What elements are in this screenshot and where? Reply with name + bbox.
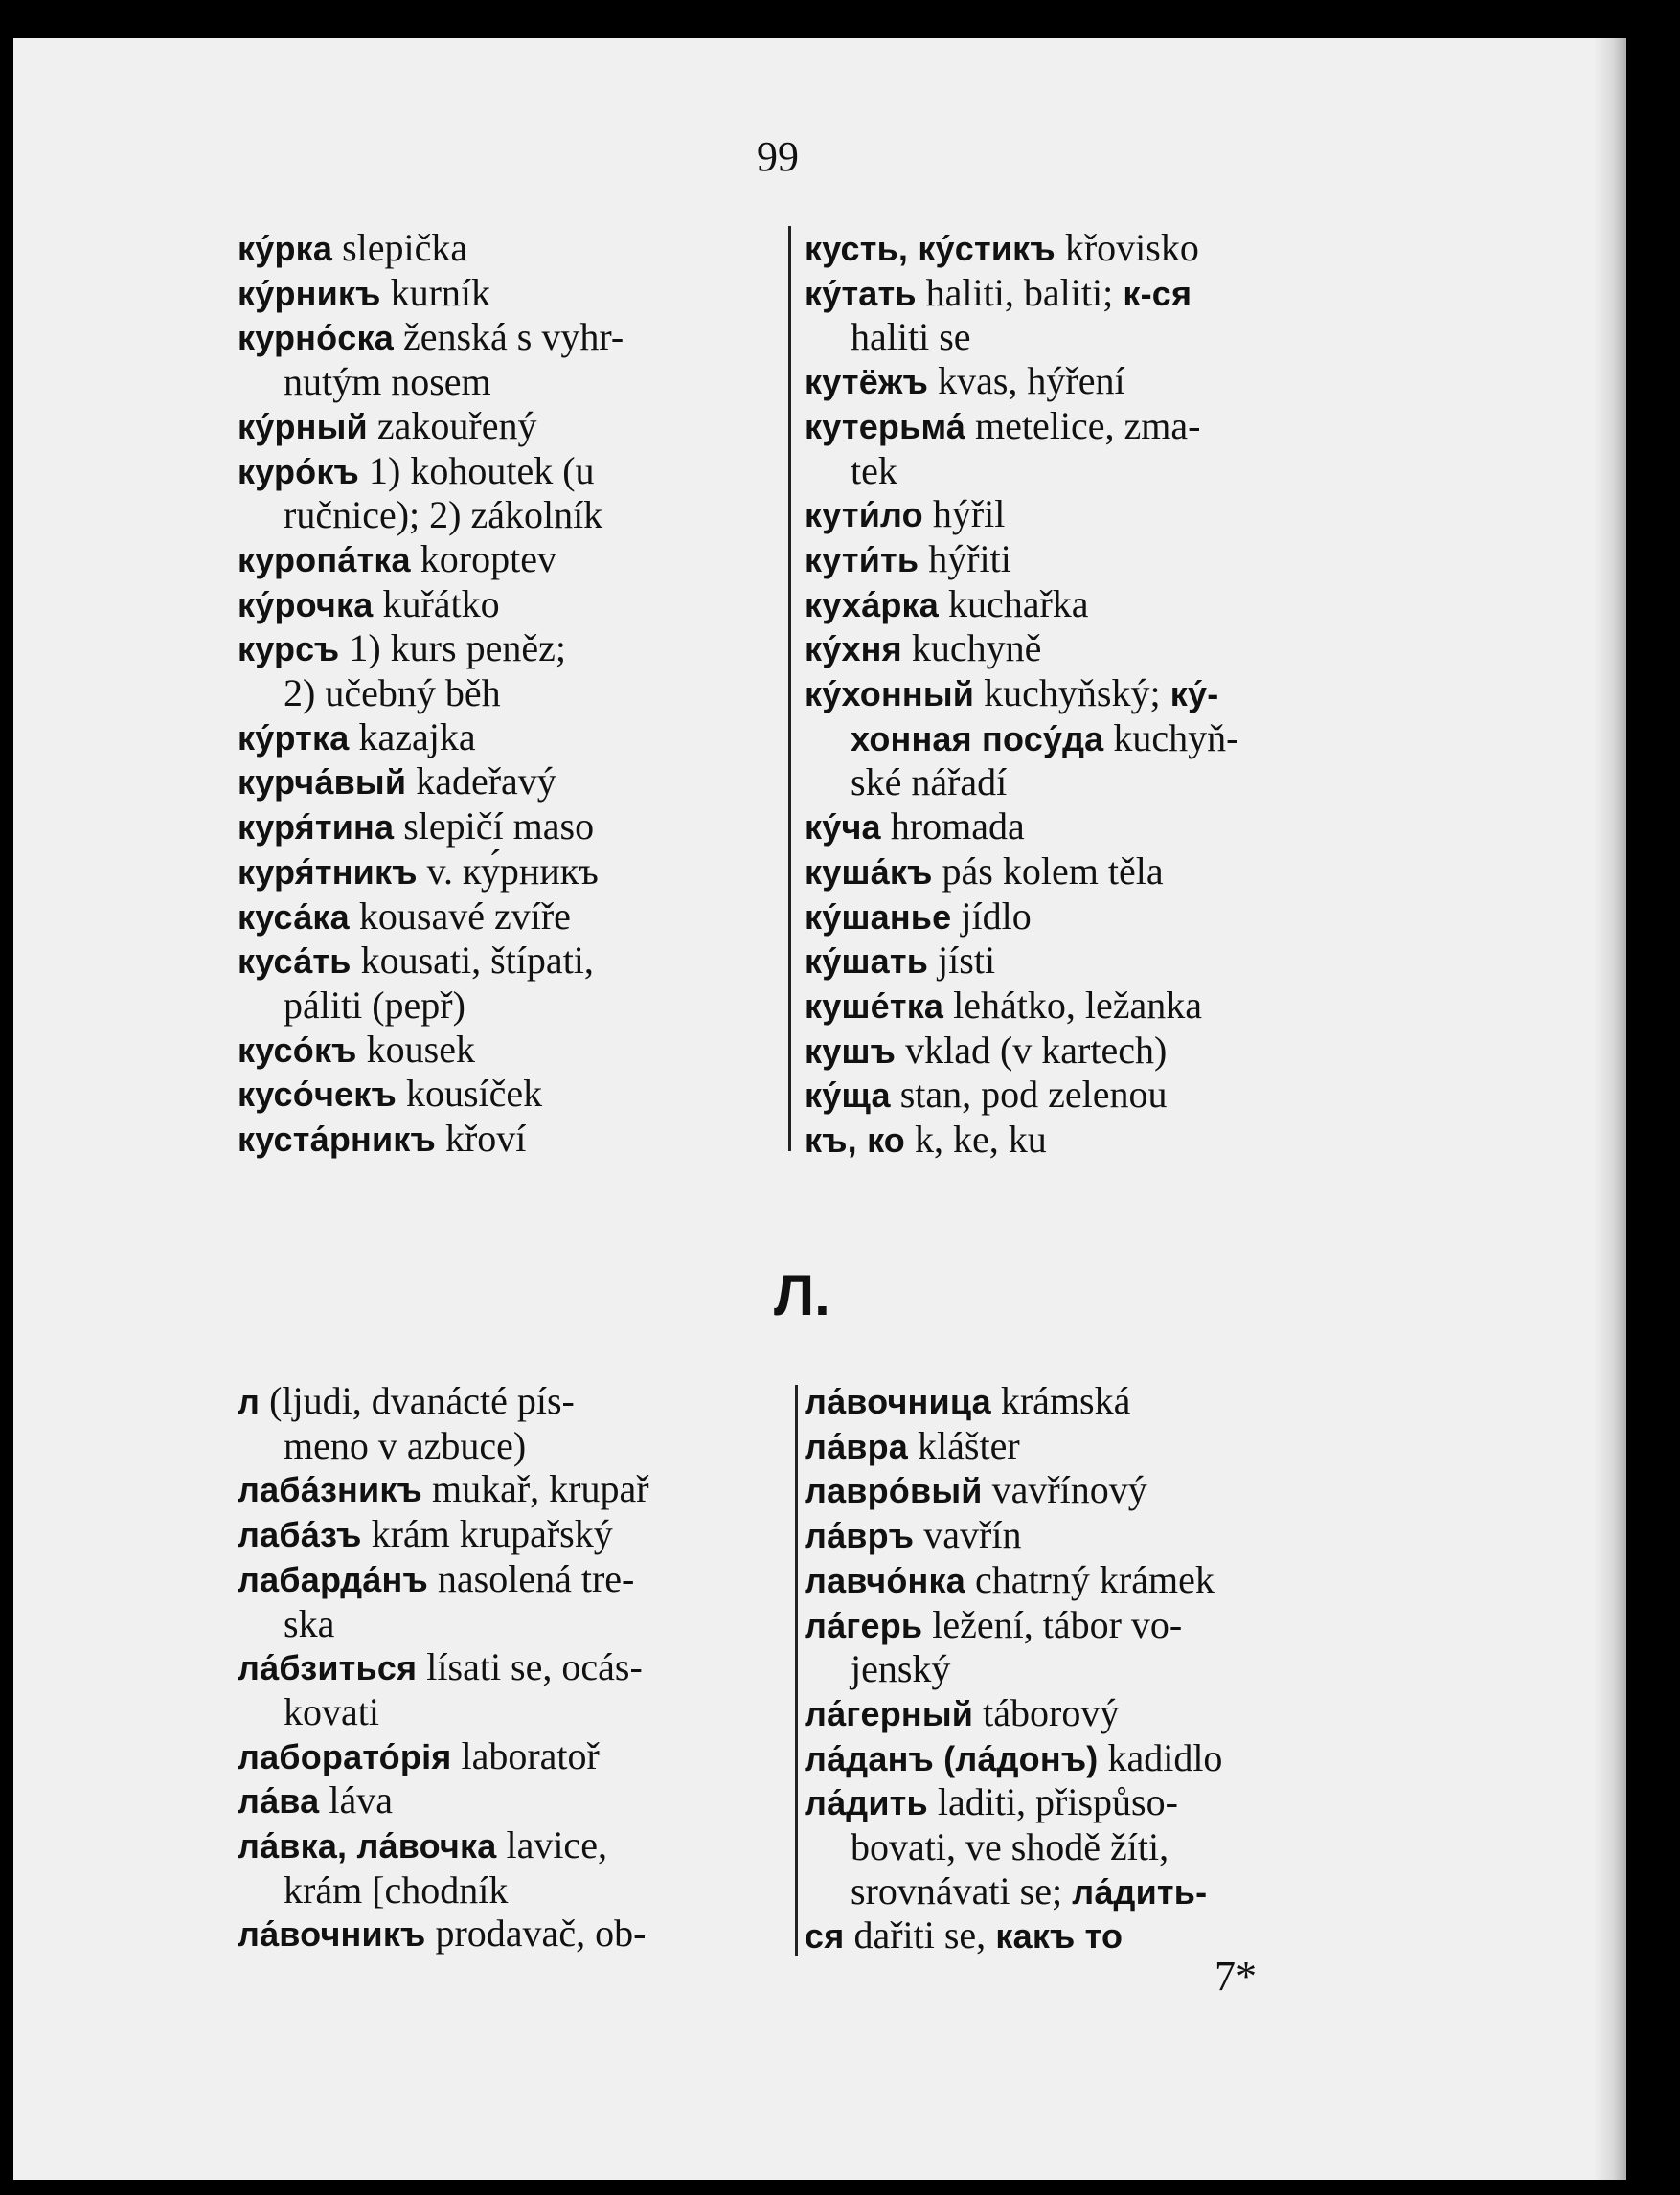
translation: vklad (v kartech)	[896, 1028, 1168, 1072]
section2-right-column	[805, 1379, 1355, 1958]
headword: хонная посу́да	[851, 718, 1104, 758]
entry-continuation	[238, 1868, 779, 1912]
dictionary-entry	[238, 715, 779, 760]
dictionary-entry	[805, 537, 1355, 582]
entry-continuation	[805, 716, 1355, 761]
dictionary-entry	[238, 804, 779, 849]
dictionary-entry	[805, 1029, 1355, 1074]
scan-border-top	[0, 0, 1680, 38]
headword: куря́тникъ	[238, 851, 418, 892]
dictionary-entry	[805, 804, 1355, 849]
entry-continuation	[805, 1647, 1355, 1691]
dictionary-entry	[238, 1512, 779, 1557]
headword: ку́рка	[238, 229, 333, 268]
continuation-text: páliti (pepř)	[284, 983, 465, 1027]
headword: ла́вочникъ	[238, 1914, 426, 1955]
translation: křoví	[435, 1117, 527, 1161]
translation: 1) kurs peněz;	[339, 626, 566, 670]
dictionary-entry	[238, 537, 779, 582]
headword: ку́ща	[805, 1075, 891, 1116]
headword: курсъ	[238, 629, 340, 669]
dictionary-entry	[805, 492, 1355, 537]
translation: kurník	[380, 270, 491, 314]
translation: kousíček	[396, 1072, 543, 1116]
translation: kadidlo	[1098, 1735, 1223, 1779]
dictionary-entry	[805, 1780, 1355, 1825]
translation: hromada	[880, 804, 1025, 849]
headword: ла́герь	[805, 1605, 923, 1645]
dictionary-entry	[805, 404, 1355, 449]
headword: кути́ть	[805, 539, 919, 579]
scan-border-right	[1626, 0, 1680, 2195]
translation: lísati se, ocás-	[417, 1645, 643, 1689]
entry-continuation	[238, 1424, 779, 1468]
scan-border-left	[0, 0, 13, 2195]
dictionary-entry	[805, 1468, 1355, 1513]
translation: kuřátko	[373, 581, 500, 625]
dictionary-entry	[238, 1778, 779, 1823]
dictionary-entry	[238, 404, 779, 449]
translation: táborový	[973, 1690, 1120, 1734]
translation: koroptev	[410, 536, 556, 580]
entry-continuation	[238, 360, 779, 404]
headword: кутёжъ	[805, 362, 929, 402]
continuation-text: kovati	[284, 1689, 379, 1733]
dictionary-entry	[238, 1072, 779, 1117]
headword: куха́рка	[805, 584, 939, 624]
translation: kuchyň-	[1103, 715, 1239, 759]
dictionary-entry	[238, 582, 779, 627]
headword: куса́ка	[238, 896, 350, 937]
continuation-text: ručnice); 2) zákolník	[284, 493, 603, 537]
translation: haliti, baliti;	[916, 270, 1114, 314]
section1-left-column	[238, 226, 779, 1162]
dictionary-entry	[238, 1117, 779, 1162]
translation: vavřín	[914, 1513, 1022, 1557]
translation: ležení, tábor vo-	[922, 1602, 1183, 1646]
headword: ку́рный	[238, 406, 368, 446]
headword: кушъ	[805, 1030, 897, 1071]
section-letter-heading: Л.	[774, 1263, 830, 1327]
headword: лабарда́нъ	[238, 1559, 428, 1599]
headword: курно́ска	[238, 318, 394, 358]
headword: кутерьма́	[805, 406, 966, 446]
dictionary-entry	[805, 671, 1355, 716]
headword: ку́хня	[805, 629, 902, 669]
translation: láva	[319, 1778, 393, 1822]
translation: kuchařka	[938, 581, 1089, 625]
translation: kousavé zvíře	[349, 894, 571, 938]
translation: prodavač, ob-	[425, 1912, 647, 1956]
dictionary-entry	[805, 1073, 1355, 1118]
entry-continuation	[805, 1869, 1355, 1914]
headword: ла́бзиться	[238, 1648, 418, 1688]
translation: kadeřavý	[406, 759, 556, 803]
continuation-text: ské nářadí	[851, 760, 1008, 804]
headword: кусо́чекъ	[238, 1075, 397, 1115]
dictionary-entry	[238, 449, 779, 494]
headword: ла́ва	[238, 1781, 320, 1822]
translation: klášter	[908, 1423, 1020, 1467]
dictionary-entry	[238, 1028, 779, 1073]
translation: zakouřený	[367, 403, 537, 447]
translation: slepička	[332, 226, 468, 269]
headword: ку́рникъ	[238, 273, 381, 313]
dictionary-entry	[805, 1736, 1355, 1781]
dictionary-entry	[238, 759, 779, 804]
entry-continuation	[805, 1825, 1355, 1869]
page-edge-shadow	[1594, 38, 1626, 2180]
headword: ла́дить	[805, 1783, 928, 1823]
translation: kousati, štípati,	[351, 939, 594, 983]
continuation-text: krám [chodník	[284, 1867, 509, 1912]
dictionary-entry	[805, 1913, 1355, 1958]
headword: лаборато́рія	[238, 1736, 452, 1776]
section1-right-column	[805, 226, 1355, 1163]
headword: к-ся	[1113, 273, 1192, 313]
entry-continuation	[238, 493, 779, 537]
continuation-text: nutým nosem	[284, 360, 491, 404]
translation: slepičí maso	[394, 804, 595, 849]
continuation-text: haliti se	[851, 315, 971, 359]
translation: metelice, zma-	[965, 403, 1201, 447]
dictionary-entry	[238, 1557, 779, 1602]
headword: кусть, ку́стикъ	[805, 229, 1056, 268]
continuation-text: ska	[284, 1601, 335, 1645]
headword: курча́вый	[238, 762, 407, 803]
dictionary-entry	[238, 1645, 779, 1690]
headword: ла́връ	[805, 1516, 915, 1556]
dictionary-entry	[805, 849, 1355, 894]
dictionary-entry	[805, 939, 1355, 984]
dictionary-entry	[238, 271, 779, 316]
translation: v. ку́рникъ	[417, 849, 599, 893]
headword: къ, ко	[805, 1120, 905, 1161]
translation: kvas, hýření	[928, 359, 1125, 403]
dictionary-entry	[805, 226, 1355, 271]
dictionary-entry	[238, 849, 779, 894]
entry-continuation	[805, 315, 1355, 359]
translation: laboratoř	[451, 1733, 600, 1777]
dictionary-entry	[805, 1118, 1355, 1163]
continuation-text: srovnávati se;	[851, 1868, 1063, 1912]
headword: ку́тать	[805, 273, 917, 313]
dictionary-entry	[805, 894, 1355, 939]
translation: nasolená tre-	[427, 1556, 635, 1600]
dictionary-entry	[805, 626, 1355, 671]
column-divider-bottom	[795, 1385, 798, 1956]
headword: ла́вка, ла́вочка	[238, 1826, 497, 1867]
translation: 1) kohoutek (u	[359, 448, 595, 492]
headword: ку́ртка	[238, 717, 350, 758]
translation: dařiti se,	[844, 1913, 987, 1957]
dictionary-entry	[805, 271, 1355, 316]
translation: jísti	[928, 939, 996, 983]
dictionary-entry	[805, 1424, 1355, 1469]
dictionary-entry	[238, 1912, 779, 1957]
translation: jídlo	[951, 894, 1032, 938]
headword: куря́тина	[238, 807, 395, 848]
headword: ку́шанье	[805, 896, 952, 937]
headword: лаба́зъ	[238, 1515, 362, 1555]
headword: лавро́вый	[805, 1471, 983, 1511]
dictionary-entry	[805, 1379, 1355, 1424]
translation: kuchyně	[901, 626, 1042, 670]
entry-continuation	[238, 1602, 779, 1646]
headword: ла́дить-	[1062, 1871, 1208, 1912]
headword: ла́герный	[805, 1693, 974, 1733]
translation: kazajka	[349, 714, 476, 758]
page-number: 99	[757, 133, 799, 180]
headword: ся	[805, 1916, 845, 1957]
headword: лаба́зникъ	[238, 1470, 422, 1510]
continuation-text: tek	[851, 448, 897, 492]
dictionary-entry	[805, 984, 1355, 1029]
translation: vavřínový	[982, 1468, 1147, 1512]
headword: какъ то	[986, 1916, 1124, 1957]
dictionary-entry	[238, 315, 779, 360]
section2-left-column	[238, 1379, 779, 1957]
headword: куропа́тка	[238, 539, 411, 579]
headword: кусо́къ	[238, 1030, 357, 1070]
headword: куро́къ	[238, 451, 360, 491]
translation: pás kolem těla	[932, 849, 1164, 893]
dictionary-entry	[238, 626, 779, 671]
translation: hýřil	[922, 492, 1006, 536]
dictionary-entry	[238, 1734, 779, 1779]
translation: chatrný krámek	[965, 1557, 1215, 1601]
headword: ку́-	[1160, 674, 1219, 714]
dictionary-entry	[238, 226, 779, 271]
translation: laditi, přispůso-	[927, 1780, 1178, 1824]
entry-continuation	[238, 671, 779, 715]
translation: lehátko, ležanka	[943, 983, 1203, 1027]
translation: (ljudi, dvanácté pís-	[260, 1379, 575, 1422]
translation: hýřiti	[919, 536, 1011, 580]
translation: ženská s vyhr-	[393, 315, 624, 359]
entry-continuation	[238, 1690, 779, 1734]
headword: ку́шать	[805, 941, 929, 982]
translation: kousek	[356, 1027, 475, 1071]
headword: кути́ло	[805, 495, 923, 535]
dictionary-entry	[805, 1691, 1355, 1736]
dictionary-entry	[805, 1558, 1355, 1603]
headword: ку́хонный	[805, 674, 975, 714]
dictionary-entry	[805, 582, 1355, 627]
translation: k, ke, ku	[905, 1118, 1047, 1162]
headword: ла́данъ (ла́донъ)	[805, 1738, 1099, 1778]
entry-continuation	[238, 984, 779, 1028]
headword: куста́рникъ	[238, 1120, 436, 1160]
dictionary-entry	[238, 1379, 779, 1424]
signature-mark: 7*	[1215, 1953, 1257, 2000]
headword: ку́ча	[805, 807, 881, 848]
headword: куше́тка	[805, 985, 944, 1026]
translation: krám krupařský	[361, 1512, 613, 1556]
headword: лавчо́нка	[805, 1560, 965, 1600]
dictionary-entry	[805, 1513, 1355, 1558]
dictionary-entry	[238, 1823, 779, 1868]
translation: mukař, krupař	[421, 1467, 649, 1511]
translation: stan, pod zelenou	[890, 1073, 1168, 1117]
headword: куса́ть	[238, 941, 352, 982]
continuation-text: jenský	[851, 1647, 951, 1691]
entry-continuation	[805, 760, 1355, 804]
headword: куша́къ	[805, 851, 933, 892]
dictionary-entry	[805, 1603, 1355, 1648]
dictionary-entry	[238, 1467, 779, 1512]
translation: krámská	[990, 1379, 1131, 1422]
continuation-text: meno v azbuce)	[284, 1423, 527, 1467]
continuation-text: bovati, ve shodě žíti,	[851, 1825, 1169, 1869]
column-divider-top	[788, 226, 791, 1151]
dictionary-entry	[805, 359, 1355, 404]
dictionary-entry	[238, 894, 779, 939]
scan-border-bottom	[0, 2180, 1680, 2195]
translation: křovisko	[1055, 226, 1199, 269]
translation: lavice,	[496, 1823, 607, 1867]
entry-continuation	[805, 449, 1355, 493]
headword: ку́рочка	[238, 584, 374, 624]
translation: kuchyňský;	[974, 671, 1161, 715]
headword: ла́вра	[805, 1426, 909, 1466]
dictionary-entry	[238, 939, 779, 984]
headword: ла́вочница	[805, 1382, 991, 1421]
continuation-text: 2) učebný běh	[284, 671, 501, 715]
headword: л	[238, 1382, 261, 1421]
